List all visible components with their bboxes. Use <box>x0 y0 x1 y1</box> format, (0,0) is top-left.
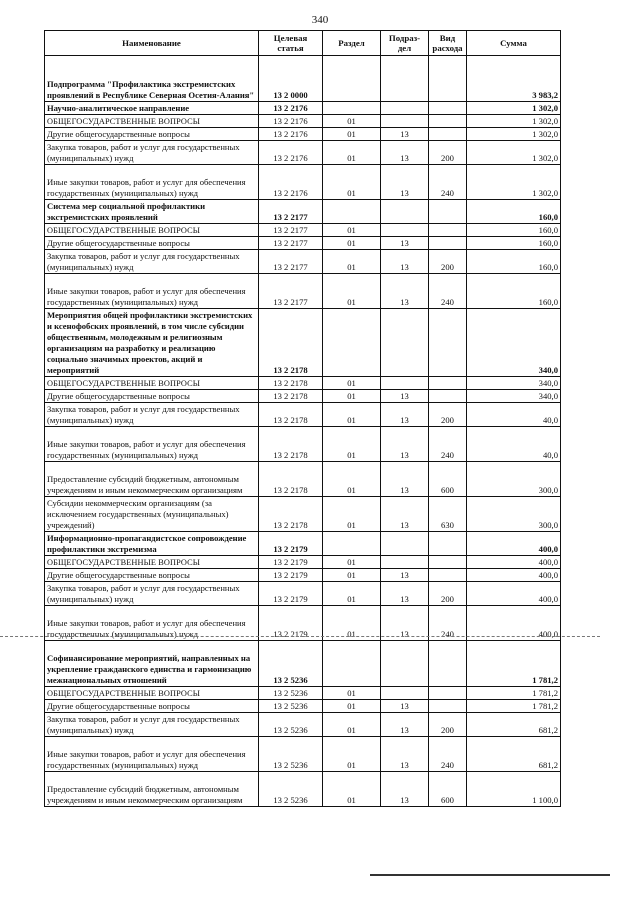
row-sum: 400,0 <box>467 556 561 569</box>
row-section <box>323 532 381 556</box>
table-row <box>45 497 561 532</box>
row-subsection <box>381 377 429 390</box>
row-name: Система мер социальной профилактики экстремистских проявлений <box>45 200 259 224</box>
row-expense-type <box>429 532 467 556</box>
row-subsection: 13 <box>381 165 429 200</box>
row-expense-type: 200 <box>429 713 467 737</box>
row-expense-type <box>429 56 467 102</box>
row-sum: 40,0 <box>467 427 561 462</box>
row-subsection <box>381 102 429 115</box>
table-row <box>45 141 561 165</box>
row-sum: 400,0 <box>467 532 561 556</box>
row-section: 01 <box>323 737 381 772</box>
row-subsection: 13 <box>381 700 429 713</box>
table-row <box>45 390 561 403</box>
row-article: 13 2 2177 <box>259 250 323 274</box>
row-article: 13 2 2179 <box>259 582 323 606</box>
row-section: 01 <box>323 165 381 200</box>
row-sum: 400,0 <box>467 582 561 606</box>
row-section: 01 <box>323 128 381 141</box>
row-sum: 160,0 <box>467 274 561 309</box>
row-section: 01 <box>323 556 381 569</box>
row-article: 13 2 5236 <box>259 687 323 700</box>
row-section: 01 <box>323 606 381 641</box>
row-section: 01 <box>323 569 381 582</box>
row-subsection: 13 <box>381 582 429 606</box>
table-row <box>45 165 561 200</box>
row-sum: 1 302,0 <box>467 102 561 115</box>
table-row <box>45 427 561 462</box>
row-expense-type: 200 <box>429 582 467 606</box>
row-expense-type: 240 <box>429 737 467 772</box>
row-subsection <box>381 309 429 377</box>
row-name: Другие общегосударственные вопросы <box>45 700 259 713</box>
row-section <box>323 641 381 687</box>
row-article: 13 2 2179 <box>259 569 323 582</box>
row-subsection <box>381 115 429 128</box>
table-row <box>45 462 561 497</box>
row-name: Иные закупки товаров, работ и услуг для обеспечения государственных (муниципальных) нужд <box>45 165 259 200</box>
table-row <box>45 713 561 737</box>
table-row <box>45 687 561 700</box>
row-name: Научно-аналитическое направление <box>45 102 259 115</box>
row-article: 13 2 2179 <box>259 556 323 569</box>
row-subsection <box>381 556 429 569</box>
table-row <box>45 250 561 274</box>
row-sum: 1 781,2 <box>467 700 561 713</box>
row-subsection: 13 <box>381 141 429 165</box>
row-expense-type: 200 <box>429 141 467 165</box>
row-name: Другие общегосударственные вопросы <box>45 390 259 403</box>
table-row <box>45 309 561 377</box>
row-expense-type <box>429 237 467 250</box>
row-expense-type: 200 <box>429 250 467 274</box>
row-expense-type <box>429 102 467 115</box>
row-expense-type <box>429 309 467 377</box>
row-subsection: 13 <box>381 713 429 737</box>
scan-fold-line <box>0 636 600 637</box>
row-expense-type <box>429 641 467 687</box>
row-expense-type: 240 <box>429 606 467 641</box>
row-article: 13 2 5236 <box>259 713 323 737</box>
row-article: 13 2 5236 <box>259 737 323 772</box>
table-row <box>45 56 561 102</box>
row-article: 13 2 2176 <box>259 141 323 165</box>
row-name: Мероприятия общей профилактики экстремистских и ксенофобских проявлений, в том числе субсидии общественным, молодежным и религиозным организациям на разработку и реализацию социально значимых проектов, акций и мероприятий <box>45 309 259 377</box>
table-row <box>45 128 561 141</box>
row-section: 01 <box>323 141 381 165</box>
row-name: Закупка товаров, работ и услуг для государственных (муниципальных) нужд <box>45 713 259 737</box>
row-section: 01 <box>323 403 381 427</box>
row-section: 01 <box>323 115 381 128</box>
row-expense-type <box>429 128 467 141</box>
row-expense-type <box>429 687 467 700</box>
table-row <box>45 737 561 772</box>
table-header-row <box>45 31 561 56</box>
row-subsection: 13 <box>381 250 429 274</box>
row-article: 13 2 5236 <box>259 700 323 713</box>
table-row <box>45 532 561 556</box>
row-name: ОБЩЕГОСУДАРСТВЕННЫЕ ВОПРОСЫ <box>45 377 259 390</box>
row-article: 13 2 0000 <box>259 56 323 102</box>
row-section: 01 <box>323 687 381 700</box>
row-subsection <box>381 641 429 687</box>
row-name: Закупка товаров, работ и услуг для государственных (муниципальных) нужд <box>45 141 259 165</box>
row-name: ОБЩЕГОСУДАРСТВЕННЫЕ ВОПРОСЫ <box>45 556 259 569</box>
row-name: Другие общегосударственные вопросы <box>45 569 259 582</box>
table-row <box>45 102 561 115</box>
row-name: Иные закупки товаров, работ и услуг для обеспечения государственных (муниципальных) нужд <box>45 606 259 641</box>
row-expense-type <box>429 390 467 403</box>
row-subsection: 13 <box>381 737 429 772</box>
row-section: 01 <box>323 462 381 497</box>
row-name: ОБЩЕГОСУДАРСТВЕННЫЕ ВОПРОСЫ <box>45 224 259 237</box>
row-subsection <box>381 532 429 556</box>
bottom-rule <box>370 874 610 876</box>
row-name: Другие общегосударственные вопросы <box>45 237 259 250</box>
row-subsection <box>381 200 429 224</box>
row-sum: 1 302,0 <box>467 128 561 141</box>
header-name: Наименование <box>45 31 259 56</box>
row-expense-type <box>429 200 467 224</box>
row-name: Предоставление субсидий бюджетным, автономным учреждениям и иным некоммерческим организациям <box>45 462 259 497</box>
row-section <box>323 200 381 224</box>
row-subsection: 13 <box>381 497 429 532</box>
row-article: 13 2 2178 <box>259 309 323 377</box>
row-section <box>323 56 381 102</box>
row-subsection: 13 <box>381 427 429 462</box>
header-subsection: Подраз-дел <box>381 31 429 56</box>
row-article: 13 2 2176 <box>259 128 323 141</box>
row-name: Другие общегосударственные вопросы <box>45 128 259 141</box>
table-row <box>45 403 561 427</box>
row-article: 13 2 2178 <box>259 403 323 427</box>
row-sum: 681,2 <box>467 713 561 737</box>
table-row <box>45 237 561 250</box>
row-section: 01 <box>323 700 381 713</box>
row-section: 01 <box>323 772 381 807</box>
row-section: 01 <box>323 237 381 250</box>
header-article: Целевая статья <box>259 31 323 56</box>
row-section: 01 <box>323 390 381 403</box>
row-sum: 40,0 <box>467 403 561 427</box>
row-sum: 160,0 <box>467 250 561 274</box>
row-expense-type: 630 <box>429 497 467 532</box>
row-name: Софинансирование мероприятий, направленных на укрепление гражданского единства и гармонизацию межнациональных отношений <box>45 641 259 687</box>
row-name: Закупка товаров, работ и услуг для государственных (муниципальных) нужд <box>45 250 259 274</box>
row-section: 01 <box>323 274 381 309</box>
row-expense-type <box>429 700 467 713</box>
row-section <box>323 102 381 115</box>
row-sum: 1 781,2 <box>467 687 561 700</box>
row-expense-type <box>429 569 467 582</box>
row-article: 13 2 2178 <box>259 497 323 532</box>
row-article: 13 2 2176 <box>259 165 323 200</box>
table-row <box>45 641 561 687</box>
table-row <box>45 274 561 309</box>
row-name: Информационно-пропагандистское сопровождение профилактики экстремизма <box>45 532 259 556</box>
table-body <box>45 56 561 807</box>
row-sum: 681,2 <box>467 737 561 772</box>
row-subsection <box>381 687 429 700</box>
row-sum: 300,0 <box>467 462 561 497</box>
header-section: Раздел <box>323 31 381 56</box>
row-section: 01 <box>323 713 381 737</box>
row-subsection <box>381 224 429 237</box>
row-subsection: 13 <box>381 237 429 250</box>
row-expense-type: 600 <box>429 772 467 807</box>
row-article: 13 2 2177 <box>259 224 323 237</box>
table-row <box>45 569 561 582</box>
row-expense-type: 600 <box>429 462 467 497</box>
row-article: 13 2 2176 <box>259 102 323 115</box>
row-section <box>323 309 381 377</box>
row-article: 13 2 2178 <box>259 427 323 462</box>
row-sum: 300,0 <box>467 497 561 532</box>
table-row <box>45 200 561 224</box>
row-section: 01 <box>323 250 381 274</box>
row-sum: 160,0 <box>467 224 561 237</box>
table-row <box>45 224 561 237</box>
row-sum: 340,0 <box>467 390 561 403</box>
row-subsection: 13 <box>381 128 429 141</box>
row-sum: 1 781,2 <box>467 641 561 687</box>
row-article: 13 2 2177 <box>259 200 323 224</box>
table-row <box>45 772 561 807</box>
table-row <box>45 115 561 128</box>
row-section: 01 <box>323 582 381 606</box>
row-sum: 1 302,0 <box>467 141 561 165</box>
row-article: 13 2 2176 <box>259 115 323 128</box>
row-name: Закупка товаров, работ и услуг для государственных (муниципальных) нужд <box>45 403 259 427</box>
row-sum: 340,0 <box>467 309 561 377</box>
row-name: Закупка товаров, работ и услуг для государственных (муниципальных) нужд <box>45 582 259 606</box>
row-section: 01 <box>323 497 381 532</box>
row-article: 13 2 2178 <box>259 377 323 390</box>
row-sum: 400,0 <box>467 606 561 641</box>
row-expense-type: 200 <box>429 403 467 427</box>
row-section: 01 <box>323 224 381 237</box>
row-name: Подпрограмма "Профилактика экстремистских проявлений в Республике Северная Осетия-Алания" <box>45 56 259 102</box>
row-name: Иные закупки товаров, работ и услуг для обеспечения государственных (муниципальных) нужд <box>45 737 259 772</box>
row-sum: 160,0 <box>467 237 561 250</box>
row-article: 13 2 5236 <box>259 641 323 687</box>
row-subsection: 13 <box>381 606 429 641</box>
row-expense-type <box>429 224 467 237</box>
row-name: Иные закупки товаров, работ и услуг для обеспечения государственных (муниципальных) нужд <box>45 427 259 462</box>
row-subsection <box>381 56 429 102</box>
row-sum: 340,0 <box>467 377 561 390</box>
row-sum: 1 100,0 <box>467 772 561 807</box>
row-expense-type <box>429 115 467 128</box>
row-subsection: 13 <box>381 569 429 582</box>
table-row <box>45 556 561 569</box>
row-article: 13 2 2177 <box>259 274 323 309</box>
row-expense-type <box>429 556 467 569</box>
row-article: 13 2 2178 <box>259 390 323 403</box>
row-subsection: 13 <box>381 462 429 497</box>
table-row <box>45 582 561 606</box>
row-sum: 1 302,0 <box>467 115 561 128</box>
row-article: 13 2 2177 <box>259 237 323 250</box>
row-article: 13 2 2179 <box>259 606 323 641</box>
row-name: Предоставление субсидий бюджетным, автономным учреждениям и иным некоммерческим организациям <box>45 772 259 807</box>
row-sum: 160,0 <box>467 200 561 224</box>
header-sum: Сумма <box>467 31 561 56</box>
row-expense-type: 240 <box>429 274 467 309</box>
row-subsection: 13 <box>381 403 429 427</box>
row-subsection: 13 <box>381 772 429 807</box>
row-section: 01 <box>323 377 381 390</box>
row-article: 13 2 2179 <box>259 532 323 556</box>
row-sum: 3 983,2 <box>467 56 561 102</box>
row-sum: 400,0 <box>467 569 561 582</box>
row-name: Иные закупки товаров, работ и услуг для обеспечения государственных (муниципальных) нужд <box>45 274 259 309</box>
table-row <box>45 700 561 713</box>
row-name: Субсидии некоммерческим организациям (за исключением государственных (муниципальных) учреждений) <box>45 497 259 532</box>
row-expense-type: 240 <box>429 427 467 462</box>
row-article: 13 2 5236 <box>259 772 323 807</box>
header-expense-type: Вид расхода <box>429 31 467 56</box>
row-article: 13 2 2178 <box>259 462 323 497</box>
row-name: ОБЩЕГОСУДАРСТВЕННЫЕ ВОПРОСЫ <box>45 115 259 128</box>
row-expense-type: 240 <box>429 165 467 200</box>
row-section: 01 <box>323 427 381 462</box>
budget-table <box>44 30 561 807</box>
row-subsection: 13 <box>381 390 429 403</box>
row-subsection: 13 <box>381 274 429 309</box>
row-name: ОБЩЕГОСУДАРСТВЕННЫЕ ВОПРОСЫ <box>45 687 259 700</box>
row-sum: 1 302,0 <box>467 165 561 200</box>
table-row <box>45 377 561 390</box>
page-number: 340 <box>311 14 329 26</box>
row-expense-type <box>429 377 467 390</box>
